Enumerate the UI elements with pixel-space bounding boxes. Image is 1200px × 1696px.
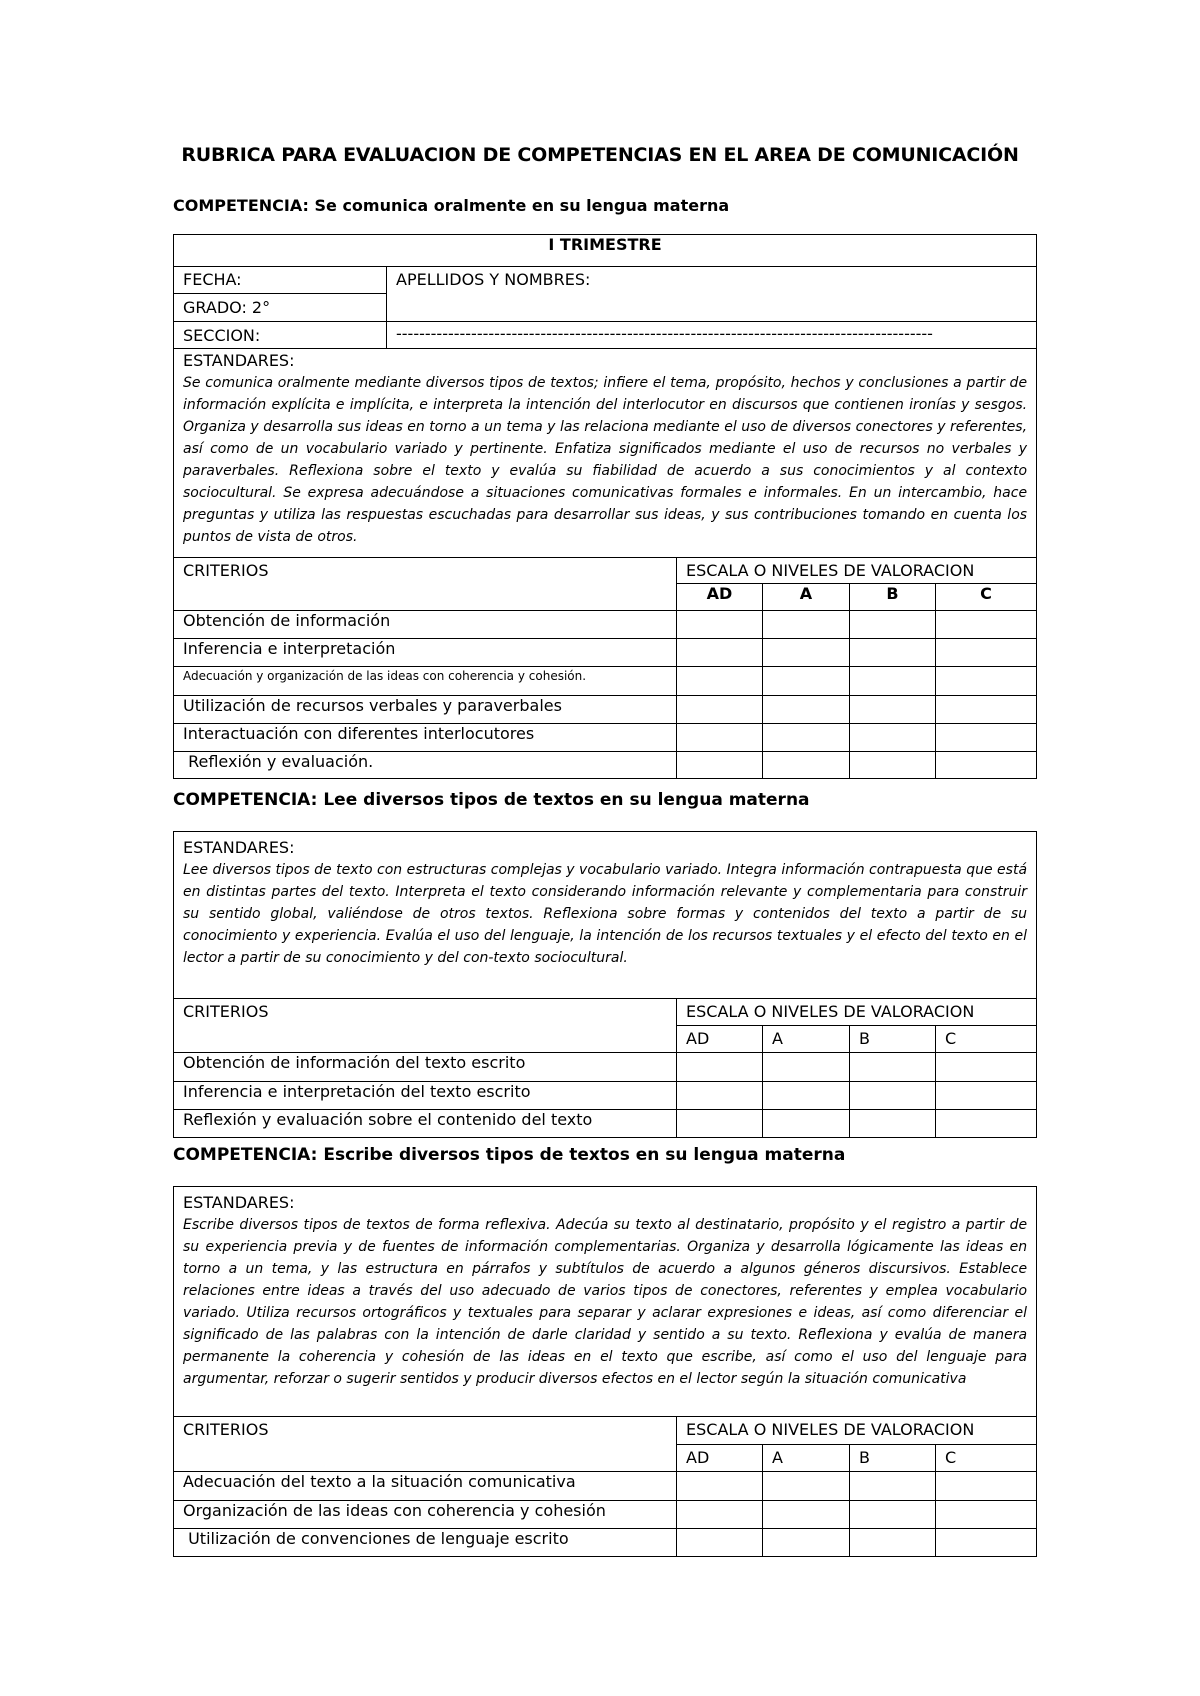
criterio-row: Utilización de recursos verbales y paraverbales — [174, 696, 677, 724]
rubric-table-2 — [173, 831, 1037, 1138]
grado-label: GRADO: 2° — [174, 294, 387, 322]
estandares-text: Escribe diversos tipos de textos de forma reflexiva. Adecúa su texto al destinatario, propósito y el registro a partir de su experiencia previa y de fuentes de información complementarias. Organiza y desarrolla lógicamente las ideas en torno a un tema, y las estructura en párrafos y subtítulos de acuerdo a algunos géneros discursivos. Establece relaciones entre ideas a través del uso adecuado de varios tipos de conectores, referentes y emplea vocabulario variado. Utiliza recursos ortográficos y textuales para separar y aclarar expresiones e ideas, así como diferenciar el significado de las palabras con la intención de darle claridad y sentido a su texto. Reflexiona y evalúa de manera permanente la coherencia y cohesión de las ideas en el texto que escribe, así como el uso del lenguaje para argumentar, reforzar o sugerir sentidos y producir diversos efectos en el lector según la situación comunicativa — [183, 1217, 1028, 1387]
score-cell[interactable] — [936, 639, 1037, 667]
score-cell[interactable] — [763, 1501, 850, 1529]
score-cell[interactable] — [763, 1053, 850, 1082]
criterio-row: Obtención de información del texto escrito — [174, 1053, 677, 1082]
score-cell[interactable] — [677, 639, 763, 667]
score-cell[interactable] — [763, 1110, 850, 1138]
level-a: A — [763, 1445, 850, 1472]
score-cell[interactable] — [763, 1529, 850, 1557]
score-cell[interactable] — [936, 752, 1037, 779]
estandares-label: ESTANDARES: — [183, 351, 295, 370]
score-cell[interactable] — [677, 724, 763, 752]
level-ad: AD — [677, 1445, 763, 1472]
competencia-heading-2: COMPETENCIA: Lee diversos tipos de textos en su lengua materna — [173, 790, 810, 810]
name-blank-line: --------------------------------------------------------------------------------------------- — [387, 322, 1037, 349]
score-cell[interactable] — [763, 696, 850, 724]
score-cell[interactable] — [936, 611, 1037, 639]
score-cell[interactable] — [850, 1053, 936, 1082]
score-cell[interactable] — [936, 696, 1037, 724]
score-cell[interactable] — [677, 1110, 763, 1138]
score-cell[interactable] — [850, 696, 936, 724]
rubric-table-1 — [173, 234, 1037, 779]
score-cell[interactable] — [936, 1053, 1037, 1082]
page-title: RUBRICA PARA EVALUACION DE COMPETENCIAS EN EL AREA DE COMUNICACIÓN — [181, 144, 1019, 166]
fecha-label: FECHA: — [174, 267, 387, 294]
score-cell[interactable] — [850, 667, 936, 696]
score-cell[interactable] — [763, 1472, 850, 1501]
estandares-label: ESTANDARES: — [183, 838, 295, 857]
criterio-row: Utilización de convenciones de lenguaje escrito — [174, 1529, 677, 1557]
level-ad: AD — [677, 1026, 763, 1053]
score-cell[interactable] — [850, 1110, 936, 1138]
criterios-header: CRITERIOS — [174, 558, 677, 611]
apellidos-label: APELLIDOS Y NOMBRES: — [387, 267, 1037, 322]
score-cell[interactable] — [763, 667, 850, 696]
escala-header: ESCALA O NIVELES DE VALORACION — [677, 1417, 1037, 1445]
score-cell[interactable] — [850, 724, 936, 752]
level-b: B — [850, 1445, 936, 1472]
trimestre-header: I TRIMESTRE — [174, 235, 1037, 267]
criterio-row: Reflexión y evaluación. — [174, 752, 677, 779]
score-cell[interactable] — [677, 1501, 763, 1529]
score-cell[interactable] — [850, 1529, 936, 1557]
estandares-cell — [174, 349, 1037, 558]
criterio-row: Interactuación con diferentes interlocutores — [174, 724, 677, 752]
criterios-header: CRITERIOS — [174, 1417, 677, 1472]
level-a: A — [763, 1026, 850, 1053]
level-b: B — [850, 1026, 936, 1053]
score-cell[interactable] — [763, 724, 850, 752]
level-c: C — [936, 1026, 1037, 1053]
criterios-header: CRITERIOS — [174, 999, 677, 1053]
criterio-row: Organización de las ideas con coherencia y cohesión — [174, 1501, 677, 1529]
criterio-row: Obtención de información — [174, 611, 677, 639]
criterio-row: Reflexión y evaluación sobre el contenido del texto — [174, 1110, 677, 1138]
score-cell[interactable] — [677, 611, 763, 639]
estandares-text: Se comunica oralmente mediante diversos tipos de textos; infiere el tema, propósito, hechos y conclusiones a partir de información explícita e implícita, e interpreta la intención del interlocutor en discursos que contienen ironías y sesgos. Organiza y desarrolla sus ideas en torno a un tema y las relaciona mediante el uso de diversos conectores y referentes, así como de un vocabulario variado y pertinente. Enfatiza significados mediante el uso de recursos no verbales y paraverbales. Reflexiona sobre el texto y evalúa su fiabilidad de acuerdo a sus conocimientos y al contexto sociocultural. Se expresa adecuándose a situaciones comunicativas formales e informales. En un intercambio, hace preguntas y utiliza las respuestas escuchadas para desarrollar sus ideas, y sus contribuciones tomando en cuenta los puntos de vista de otros. — [183, 375, 1028, 545]
rubric-table-3 — [173, 1186, 1037, 1557]
estandares-text: Lee diversos tipos de texto con estructuras complejas y vocabulario variado. Integra información contrapuesta que está en distintas partes del texto. Interpreta el texto considerando información relevante y complementaria para construir su sentido global, valiéndose de otros textos. Reflexiona sobre formas y contenidos del texto a partir de su conocimiento y experiencia. Evalúa el uso del lenguaje, la intención de los recursos textuales y el efecto del texto en el lector a partir de su conocimiento y del con-texto sociocultural. — [183, 862, 1028, 966]
score-cell[interactable] — [850, 639, 936, 667]
score-cell[interactable] — [763, 611, 850, 639]
score-cell[interactable] — [850, 752, 936, 779]
score-cell[interactable] — [936, 1472, 1037, 1501]
estandares-cell — [174, 1187, 1037, 1417]
level-c: C — [936, 1445, 1037, 1472]
score-cell[interactable] — [936, 724, 1037, 752]
level-b: B — [850, 584, 936, 611]
criterio-row: Inferencia e interpretación — [174, 639, 677, 667]
score-cell[interactable] — [936, 1110, 1037, 1138]
criterio-row: Adecuación del texto a la situación comunicativa — [174, 1472, 677, 1501]
score-cell[interactable] — [677, 1082, 763, 1110]
score-cell[interactable] — [850, 1501, 936, 1529]
score-cell[interactable] — [850, 611, 936, 639]
level-ad: AD — [677, 584, 763, 611]
escala-header: ESCALA O NIVELES DE VALORACION — [677, 999, 1037, 1026]
score-cell[interactable] — [677, 667, 763, 696]
escala-header: ESCALA O NIVELES DE VALORACION — [677, 558, 1037, 584]
level-a: A — [763, 584, 850, 611]
score-cell[interactable] — [677, 696, 763, 724]
competencia-heading-3: COMPETENCIA: Escribe diversos tipos de textos en su lengua materna — [173, 1145, 846, 1165]
level-c: C — [936, 584, 1037, 611]
score-cell[interactable] — [763, 639, 850, 667]
score-cell[interactable] — [763, 752, 850, 779]
seccion-label: SECCION: — [174, 322, 387, 349]
competencia-heading-1: COMPETENCIA: Se comunica oralmente en su lengua materna — [173, 196, 730, 215]
score-cell[interactable] — [850, 1082, 936, 1110]
criterio-row: Adecuación y organización de las ideas con coherencia y cohesión. — [174, 667, 677, 696]
score-cell[interactable] — [677, 1472, 763, 1501]
estandares-label: ESTANDARES: — [183, 1193, 295, 1212]
score-cell[interactable] — [936, 1082, 1037, 1110]
score-cell[interactable] — [677, 752, 763, 779]
score-cell[interactable] — [763, 1082, 850, 1110]
score-cell[interactable] — [936, 1529, 1037, 1557]
criterio-row: Inferencia e interpretación del texto escrito — [174, 1082, 677, 1110]
score-cell[interactable] — [850, 1472, 936, 1501]
score-cell[interactable] — [936, 667, 1037, 696]
estandares-cell — [174, 832, 1037, 999]
score-cell[interactable] — [936, 1501, 1037, 1529]
score-cell[interactable] — [677, 1053, 763, 1082]
score-cell[interactable] — [677, 1529, 763, 1557]
